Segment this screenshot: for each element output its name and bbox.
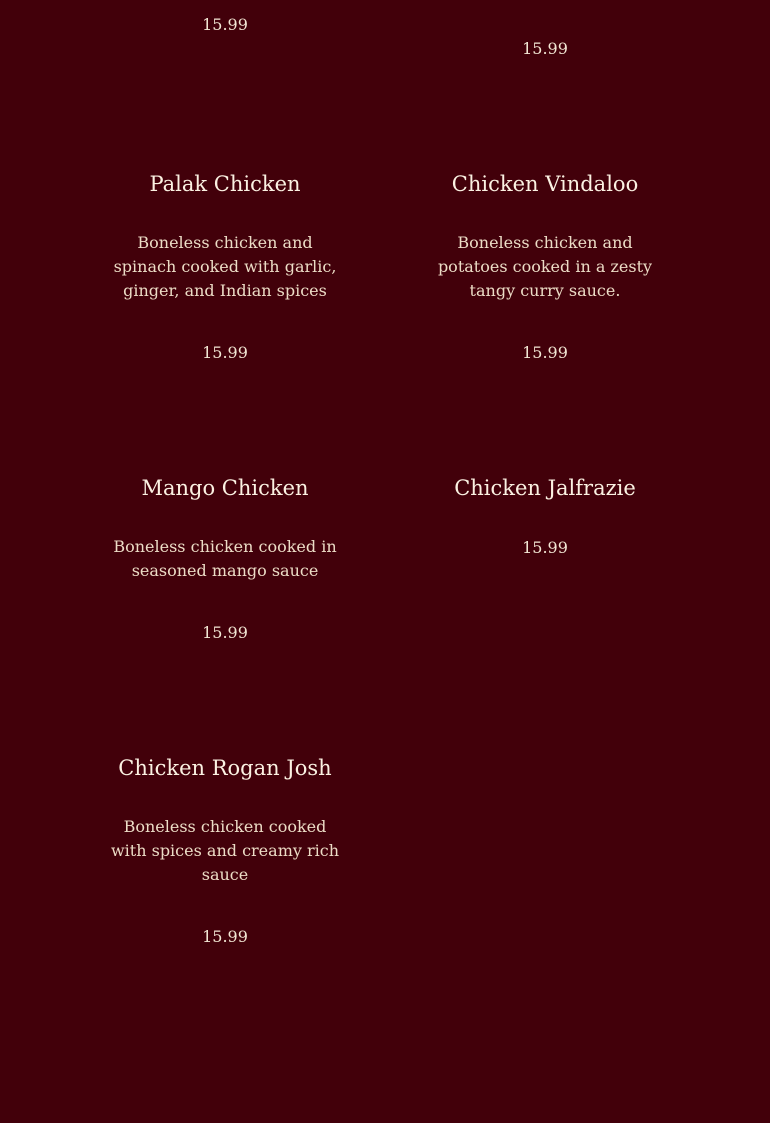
menu-item-description: Boneless chicken cooked in seasoned mango sauce bbox=[113, 537, 337, 580]
menu-item-price: 15.99 bbox=[202, 623, 248, 642]
menu-item-price: 15.99 bbox=[522, 538, 568, 557]
menu-item-price: 15.99 bbox=[202, 927, 248, 946]
menu-item-price: 15.99 bbox=[202, 15, 248, 34]
menu-item-title: Chicken Rogan Josh bbox=[118, 756, 332, 780]
menu-item-title: Chicken Jalfrazie bbox=[454, 476, 636, 500]
menu-item-description: Boneless chicken and potatoes cooked in a zesty tangy curry sauce. bbox=[437, 233, 653, 300]
menu-item-price: 15.99 bbox=[522, 343, 568, 362]
menu-item-price: 15.99 bbox=[202, 343, 248, 362]
menu-item-description: Boneless chicken cooked with spices and creamy rich sauce bbox=[110, 817, 340, 884]
menu-item-title: Chicken Vindaloo bbox=[451, 172, 639, 196]
menu-item-title: Mango Chicken bbox=[141, 476, 309, 500]
menu-item-description: Boneless chicken and spinach cooked with garlic, ginger, and Indian spices bbox=[113, 233, 337, 300]
menu-item-title: Palak Chicken bbox=[149, 172, 301, 196]
menu-item-price: 15.99 bbox=[522, 39, 568, 58]
